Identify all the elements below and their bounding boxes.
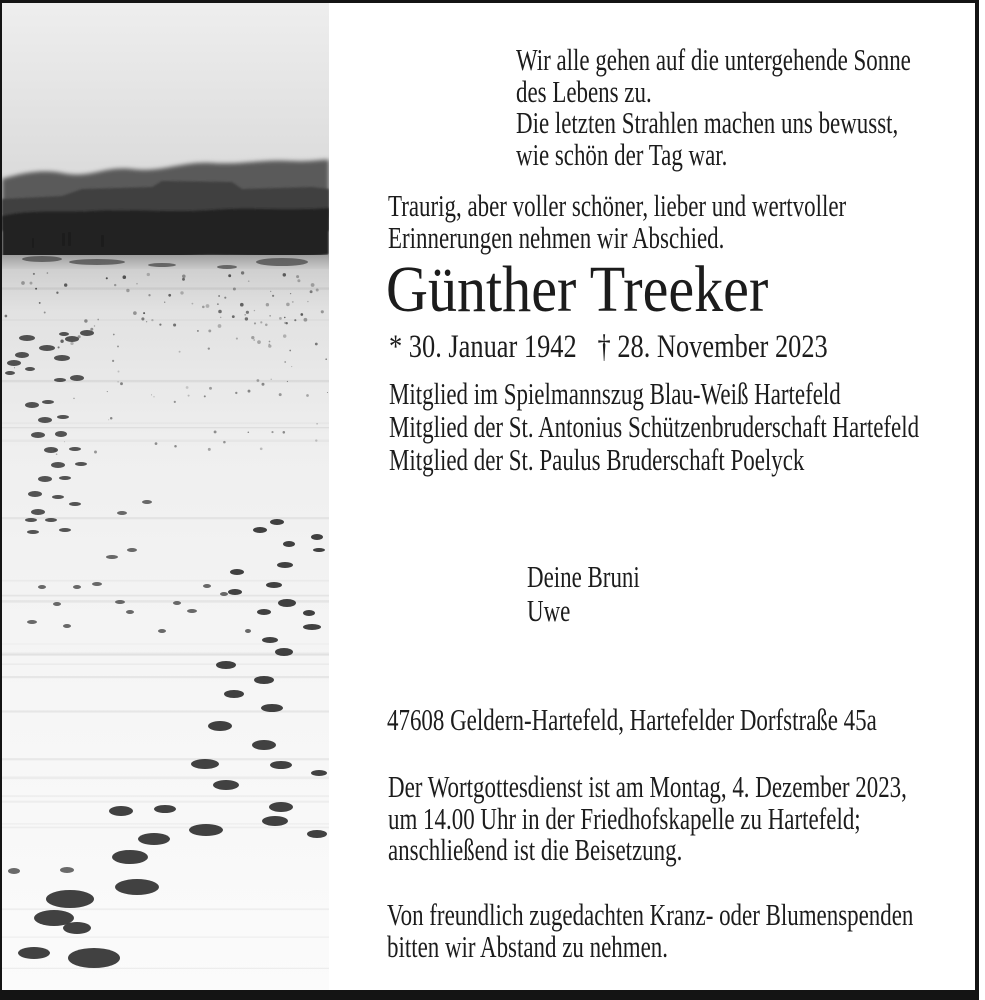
service-info [388,771,907,866]
text-line: wie schön der Tag war. [516,136,728,172]
text-line: Traurig, aber voller schöner, lieber und wertvoller [388,188,847,223]
text-line: des Lebens zu. [516,73,652,109]
text-line: Uwe [527,593,571,628]
text-line: bitten wir Abstand zu nehmen. [387,928,668,964]
mourners [527,560,640,628]
text-line: Mitglied im Spielmannszug Blau-Weiß Hartefeld [389,376,841,411]
text-line: Die letzten Strahlen machen uns bewusst, [516,105,899,140]
life-dates [389,329,828,365]
text-line: Der Wortgottesdienst ist am Montag, 4. Dezember 2023, [388,769,907,804]
dune-band [2,208,329,260]
death-date: † 28. November 2023 [597,329,828,365]
poem [516,44,911,170]
sand [2,269,329,990]
farewell-intro [388,190,846,253]
text-line: Wir alle gehen auf die untergehende Sonne [516,42,911,77]
membership-list [389,377,919,476]
text-line: um 14.00 Uhr in der Friedhofskapelle zu Hartefeld; [388,800,861,836]
donation-note [387,899,913,962]
beach-photo-graphic [2,3,329,990]
beach-footprints-photo [2,3,329,990]
text-line: anschließend ist die Beisetzung. [388,832,683,867]
birth-date: * 30. Januar 1942 [389,329,577,365]
deceased-name: Günther Treeker [386,253,769,326]
text-line: Mitglied der St. Paulus Bruderschaft Poelyck [389,442,805,477]
text-line: Mitglied der St. Antonius Schützenbruderschaft Hartefeld [389,409,920,444]
text-line: Von freundlich zugedachten Kranz- oder Blumenspenden [387,897,914,932]
text-line: Deine Bruni [527,559,640,594]
text-line: Erinnerungen nehmen wir Abschied. [388,219,725,255]
address-line: 47608 Geldern-Hartefeld, Hartefelder Dorfstraße 45a [387,702,877,737]
